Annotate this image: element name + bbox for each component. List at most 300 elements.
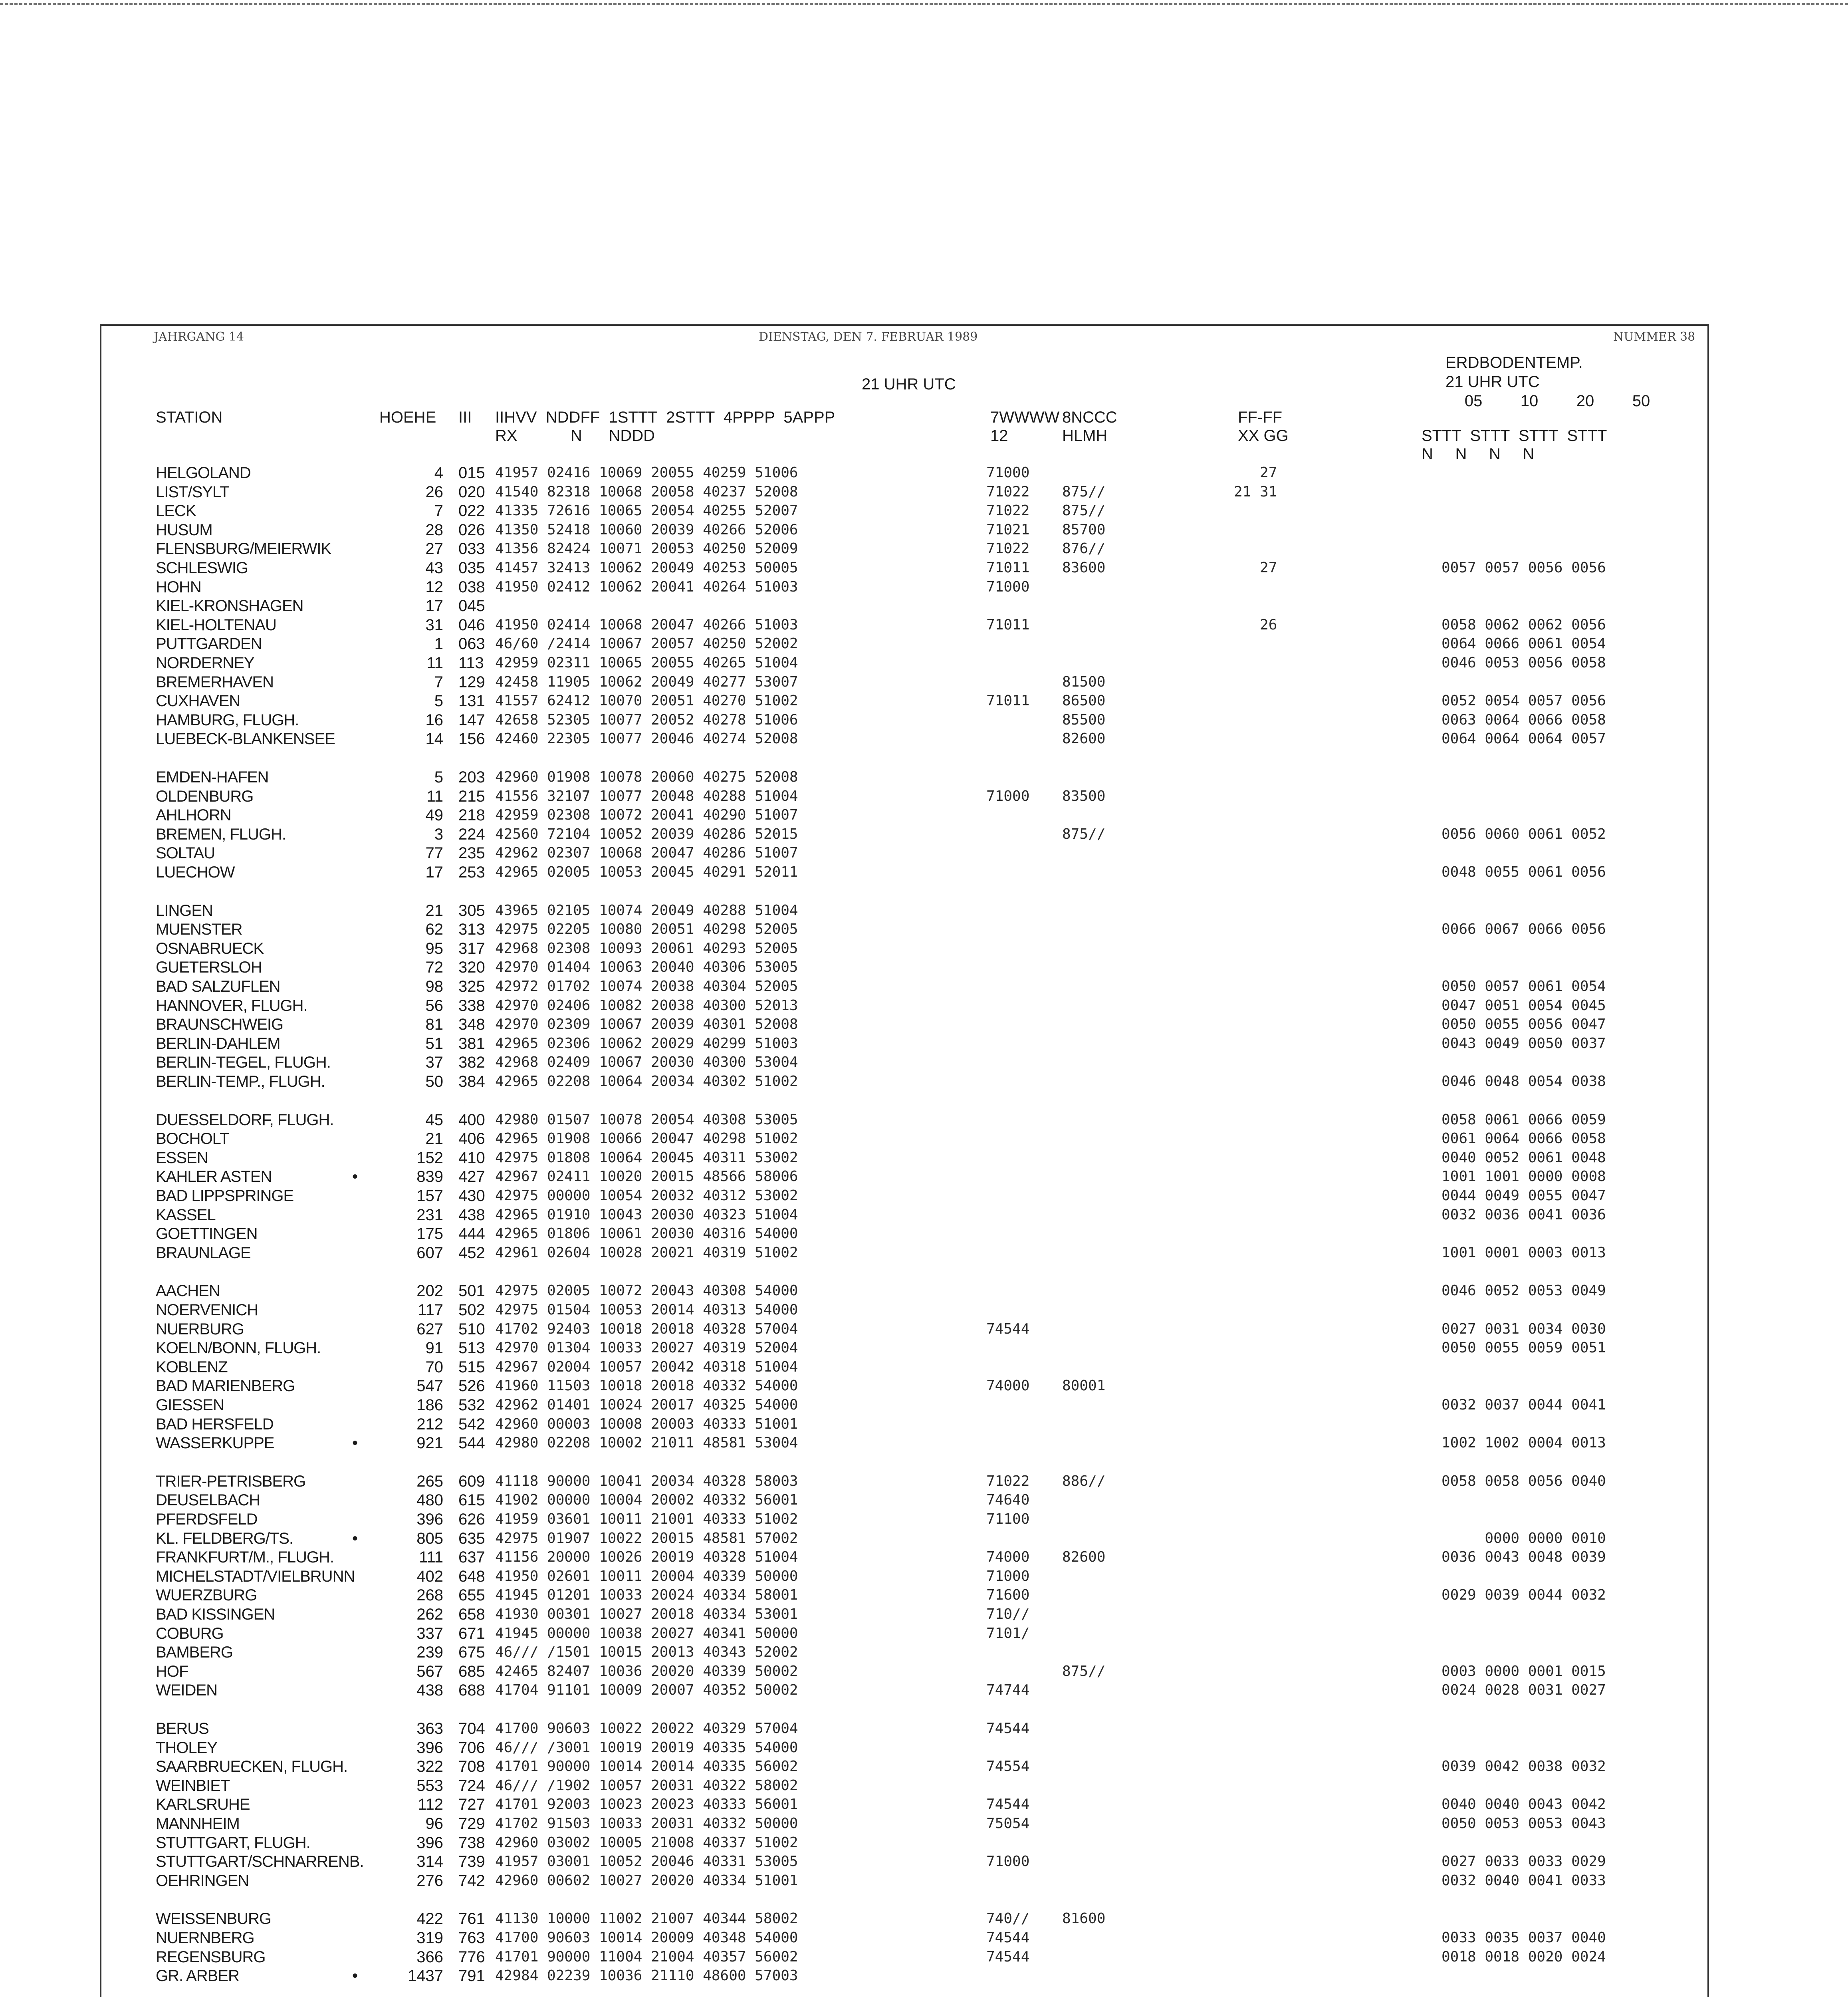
synop-codes: 42967 02004 10057 20042 40318 51004 (495, 1359, 798, 1375)
station-height: 547 (416, 1377, 443, 1395)
station-name: KIEL-HOLTENAU (156, 616, 276, 634)
station-index: 348 (458, 1016, 485, 1033)
station-height: 31 (425, 616, 443, 634)
table-row (0, 501, 1848, 520)
cloud-group-8: 85700 (1062, 522, 1106, 538)
soil-temperatures: 0046 0053 0056 0058 (1442, 655, 1606, 671)
station-index: 648 (458, 1568, 485, 1585)
station-index: 708 (458, 1758, 485, 1775)
col-8nccc-line1: 8NCCC (1062, 409, 1117, 426)
issue-number: NUMMER 38 (1613, 330, 1695, 344)
station-height: 11 (426, 654, 443, 672)
station-height: 212 (416, 1415, 443, 1433)
station-index: 704 (458, 1720, 485, 1737)
soil-temperatures: 0024 0028 0031 0027 (1442, 1682, 1606, 1698)
soil-temperatures: 0061 0064 0066 0058 (1442, 1130, 1606, 1147)
synop-codes: 42959 02311 10065 20055 40265 51004 (495, 655, 798, 671)
cloud-group-8: 81600 (1062, 1910, 1106, 1927)
station-height: 112 (418, 1796, 443, 1813)
synop-codes: 41960 11503 10018 20018 40332 54000 (495, 1378, 798, 1394)
station-height: 319 (416, 1929, 443, 1947)
table-row (0, 539, 1848, 558)
station-height: 276 (416, 1872, 443, 1890)
table-row (0, 1909, 1848, 1928)
station-index: 635 (458, 1530, 485, 1547)
station-name: LECK (156, 502, 196, 520)
station-name: BAD HERSFELD (156, 1415, 274, 1433)
weather-group-7: 74640 (986, 1492, 1030, 1508)
col-codes-line2: RX N NDDD (495, 427, 655, 445)
station-index: 046 (458, 616, 485, 634)
station-height: 11 (426, 788, 443, 805)
table-row (0, 768, 1848, 787)
weather-group-7: 71022 (986, 540, 1030, 557)
station-height: 91 (425, 1339, 443, 1357)
soil-temperatures: 1001 0001 0003 0013 (1442, 1245, 1606, 1261)
station-height: 396 (416, 1834, 443, 1852)
soil-temp-title: ERDBODENTEMP. (1445, 354, 1583, 371)
table-row (0, 1586, 1848, 1605)
table-row (0, 578, 1848, 597)
soil-temperatures: 0027 0031 0034 0030 (1442, 1321, 1606, 1337)
station-name: KIEL-KRONSHAGEN (156, 597, 303, 615)
station-height: 50 (425, 1073, 443, 1090)
station-index: 544 (458, 1434, 485, 1452)
station-index: 406 (458, 1130, 485, 1147)
cloud-group-8: 85500 (1062, 712, 1106, 728)
station-index: 615 (458, 1491, 485, 1509)
station-height: 72 (425, 959, 443, 976)
station-name: WEINBIET (156, 1777, 230, 1795)
station-height: 314 (416, 1853, 443, 1870)
station-height: 921 (416, 1434, 443, 1452)
table-row (0, 1548, 1848, 1567)
table-row (0, 1300, 1848, 1320)
table-row (0, 1376, 1848, 1396)
station-name: MICHELSTADT/VIELBRUNN (156, 1568, 355, 1585)
synop-codes: 41701 90000 11004 21004 40357 56002 (495, 1949, 798, 1965)
station-height: 202 (416, 1282, 443, 1300)
station-index: 502 (458, 1301, 485, 1319)
weather-group-7: 71000 (986, 788, 1030, 804)
synop-codes: 42658 52305 10077 20052 40278 51006 (495, 712, 798, 728)
station-index: 313 (458, 921, 485, 938)
table-row (0, 615, 1848, 635)
station-height: 567 (416, 1663, 443, 1680)
station-name: GOETTINGEN (156, 1225, 258, 1243)
synop-codes: 46/// /1501 10015 20013 40343 52002 (495, 1644, 798, 1660)
station-index: 253 (458, 864, 485, 881)
station-index: 325 (458, 978, 485, 995)
table-row (0, 1129, 1848, 1148)
station-height: 366 (416, 1948, 443, 1966)
col-ff-line1: FF-FF (1238, 409, 1283, 426)
soil-temperatures: 0058 0062 0062 0056 (1442, 617, 1606, 633)
table-row (0, 558, 1848, 578)
soil-temperatures: 0044 0049 0055 0047 (1442, 1187, 1606, 1204)
synop-codes: 41557 62412 10070 20051 40270 51002 (495, 693, 798, 709)
weather-group-7: 71100 (986, 1511, 1030, 1527)
synop-codes: 42965 02208 10064 20034 40302 51002 (495, 1073, 798, 1090)
table-row (0, 1662, 1848, 1681)
synop-codes: 41950 02412 10062 20041 40264 51003 (495, 579, 798, 595)
synop-codes: 42458 11905 10062 20049 40277 53007 (495, 674, 798, 690)
station-height: 396 (416, 1511, 443, 1528)
station-height: 231 (416, 1206, 443, 1224)
station-name: BAMBERG (156, 1644, 233, 1661)
table-row (0, 1415, 1848, 1434)
station-name: HUSUM (156, 521, 212, 539)
station-height: 77 (425, 844, 443, 862)
table-row (0, 1624, 1848, 1643)
table-row (0, 463, 1848, 482)
synop-codes: 41701 92003 10023 20023 40333 56001 (495, 1796, 798, 1812)
table-row (0, 939, 1848, 958)
station-height: 422 (416, 1910, 443, 1928)
station-index: 706 (458, 1739, 485, 1757)
station-name: WEISSENBURG (156, 1910, 272, 1928)
col-station: STATION (156, 409, 223, 426)
station-name: BAD MARIENBERG (156, 1377, 295, 1395)
station-name: LUEBECK-BLANKENSEE (156, 730, 335, 748)
station-height: 96 (425, 1815, 443, 1832)
table-row (0, 1510, 1848, 1529)
synop-codes: 42465 82407 10036 20020 40339 50002 (495, 1663, 798, 1679)
station-name: WUERZBURG (156, 1586, 257, 1604)
station-height: 51 (425, 1035, 443, 1052)
station-name: ESSEN (156, 1149, 208, 1167)
table-row (0, 1320, 1848, 1339)
table-row (0, 996, 1848, 1015)
table-row (0, 825, 1848, 844)
table-row (0, 711, 1848, 730)
station-name: COBURG (156, 1625, 224, 1642)
station-index: 224 (458, 826, 485, 843)
station-name: BAD SALZUFLEN (156, 978, 280, 995)
synop-codes: 41700 90603 10022 20022 40329 57004 (495, 1720, 798, 1737)
station-index: 738 (458, 1834, 485, 1852)
weather-group-7: 71000 (986, 579, 1030, 595)
table-row (0, 1681, 1848, 1700)
synop-codes: 42965 02005 10053 20045 40291 52011 (495, 864, 798, 880)
col-ff-line2: XX GG (1238, 427, 1289, 445)
cloud-group-8: 82600 (1062, 731, 1106, 747)
weather-group-7: 71011 (986, 560, 1030, 576)
station-height: 62 (425, 921, 443, 938)
synop-codes: 42959 02308 10072 20041 40290 51007 (495, 807, 798, 823)
station-index: 410 (458, 1149, 485, 1167)
station-name: DEUSELBACH (156, 1491, 260, 1509)
station-height: 43 (425, 559, 443, 577)
col-iii: III (458, 409, 472, 426)
station-name: HELGOLAND (156, 464, 251, 482)
station-name: CUXHAVEN (156, 692, 240, 710)
cloud-group-8: 875// (1062, 826, 1106, 842)
synop-codes: 42965 01806 10061 20030 40316 54000 (495, 1225, 798, 1242)
station-index: 045 (458, 597, 485, 615)
volume-label: JAHRGANG 14 (154, 330, 244, 344)
wind-gust: 26 (1234, 617, 1277, 633)
soil-temperatures: 0052 0054 0057 0056 (1442, 693, 1606, 709)
table-row (0, 1015, 1848, 1034)
station-height: 5 (434, 692, 443, 710)
synop-codes: 42960 01908 10078 20060 40275 52008 (495, 769, 798, 785)
station-index: 131 (458, 692, 485, 710)
station-name: FRANKFURT/M., FLUGH. (156, 1548, 334, 1566)
station-index: 671 (458, 1625, 485, 1642)
mountain-station-marker: • (352, 1168, 358, 1185)
station-index: 156 (458, 730, 485, 748)
soil-temperatures: 0064 0066 0061 0054 (1442, 635, 1606, 652)
station-name: AACHEN (156, 1282, 220, 1300)
table-row (0, 1757, 1848, 1776)
soil-temperatures: 0064 0064 0064 0057 (1442, 731, 1606, 747)
station-height: 805 (416, 1530, 443, 1547)
station-name: EMDEN-HAFEN (156, 768, 269, 786)
table-row (0, 901, 1848, 920)
table-row (0, 1472, 1848, 1491)
station-height: 81 (425, 1016, 443, 1033)
station-index: 761 (458, 1910, 485, 1928)
weather-group-7: 74544 (986, 1321, 1030, 1337)
station-height: 5 (434, 768, 443, 786)
synop-codes: 41945 01201 10033 20024 40334 58001 (495, 1587, 798, 1603)
synop-codes: 41700 90603 10014 20009 40348 54000 (495, 1930, 798, 1946)
table-row (0, 596, 1848, 615)
weather-group-7: 74544 (986, 1796, 1030, 1812)
station-index: 022 (458, 502, 485, 520)
station-name: HAMBURG, FLUGH. (156, 711, 299, 729)
station-height: 16 (425, 711, 443, 729)
soil-temperatures: 0058 0061 0066 0059 (1442, 1112, 1606, 1128)
station-index: 791 (458, 1967, 485, 1985)
station-name: BERLIN-DAHLEM (156, 1035, 280, 1052)
synop-codes: 46/// /3001 10019 20019 40335 54000 (495, 1739, 798, 1756)
station-height: 56 (425, 997, 443, 1014)
station-index: 501 (458, 1282, 485, 1300)
station-index: 235 (458, 844, 485, 862)
synop-codes: 41902 00000 10004 20002 40332 56001 (495, 1492, 798, 1508)
table-row (0, 1053, 1848, 1072)
station-index: 400 (458, 1111, 485, 1129)
synop-codes: 42980 02208 10002 21011 48581 53004 (495, 1435, 798, 1451)
soil-temperatures: 1002 1002 0004 0013 (1442, 1435, 1606, 1451)
station-index: 305 (458, 902, 485, 919)
wind-gust: 27 (1234, 465, 1277, 481)
station-height: 70 (425, 1358, 443, 1376)
station-name: MUENSTER (156, 921, 242, 938)
weather-group-7: 74000 (986, 1549, 1030, 1565)
col-codes (495, 408, 835, 445)
station-name: BAD KISSINGEN (156, 1606, 275, 1623)
station-index: 637 (458, 1548, 485, 1566)
synop-codes: 42975 02205 10080 20051 40298 52005 (495, 921, 798, 937)
station-height: 480 (416, 1491, 443, 1509)
station-name: NUERBURG (156, 1320, 244, 1338)
cloud-group-8: 875// (1062, 502, 1106, 519)
station-index: 427 (458, 1168, 485, 1185)
table-row (0, 1034, 1848, 1053)
cloud-group-8: 86500 (1062, 693, 1106, 709)
station-height: 111 (419, 1548, 443, 1566)
station-index: 729 (458, 1815, 485, 1832)
table-row (0, 1110, 1848, 1130)
station-height: 265 (416, 1473, 443, 1490)
weather-group-7: 7101/ (986, 1625, 1030, 1642)
station-name: OLDENBURG (156, 788, 254, 805)
soil-temperatures: 0056 0060 0061 0052 (1442, 826, 1606, 842)
soil-temperatures: 0048 0055 0061 0056 (1442, 864, 1606, 880)
station-name: BERUS (156, 1720, 209, 1737)
station-name: KAHLER ASTEN (156, 1168, 272, 1185)
table-row (0, 977, 1848, 996)
synop-codes: 42975 00000 10054 20032 40312 53002 (495, 1187, 798, 1204)
synop-codes: 42965 01910 10043 20030 40323 51004 (495, 1207, 798, 1223)
synop-codes: 42960 00003 10008 20003 40333 51001 (495, 1416, 798, 1432)
synop-codes: 42967 02411 10020 20015 48566 58006 (495, 1168, 798, 1185)
station-name: BREMEN, FLUGH. (156, 826, 286, 843)
wind-gust: 27 (1234, 560, 1277, 576)
soil-temperatures: 0029 0039 0044 0032 (1442, 1587, 1606, 1603)
table-row (0, 653, 1848, 673)
station-name: AHLHORN (156, 806, 231, 824)
soil-temperatures: 1001 1001 0000 0008 (1442, 1168, 1606, 1185)
station-index: 763 (458, 1929, 485, 1947)
table-row (0, 1738, 1848, 1757)
station-index: 384 (458, 1073, 485, 1090)
synop-codes: 42975 01504 10053 20014 40313 54000 (495, 1302, 798, 1318)
synop-codes: 42970 01304 10033 20027 40319 52004 (495, 1340, 798, 1356)
synop-codes: 41350 52418 10060 20039 40266 52006 (495, 522, 798, 538)
wind-gust: 21 31 (1234, 484, 1277, 500)
mountain-station-marker: • (352, 1530, 358, 1547)
synop-codes: 41957 02416 10069 20055 40259 51006 (495, 465, 798, 481)
station-height: 438 (416, 1681, 443, 1699)
station-height: 322 (416, 1758, 443, 1775)
cloud-group-8: 886// (1062, 1473, 1106, 1489)
synop-codes: 42970 01404 10063 20040 40306 53005 (495, 959, 798, 975)
station-height: 7 (434, 502, 443, 520)
station-index: 147 (458, 711, 485, 729)
synop-codes: 41957 03001 10052 20046 40331 53005 (495, 1853, 798, 1870)
soil-depths (1445, 391, 1701, 411)
station-index: 727 (458, 1796, 485, 1813)
soil-temperatures: 0050 0055 0056 0047 (1442, 1016, 1606, 1032)
station-index: 218 (458, 806, 485, 824)
station-height: 14 (425, 730, 443, 748)
station-height: 117 (418, 1301, 443, 1319)
station-name: BREMERHAVEN (156, 673, 274, 691)
table-row (0, 1947, 1848, 1967)
col-soil-line2: N N N N (1422, 445, 1535, 463)
cloud-group-8: 81500 (1062, 674, 1106, 690)
table-row (0, 482, 1848, 502)
station-name: KL. FELDBERG/TS. (156, 1530, 293, 1547)
mountain-station-marker: • (352, 1967, 358, 1985)
station-name: PFERDSFELD (156, 1511, 258, 1528)
station-index: 513 (458, 1339, 485, 1357)
synop-codes: 41959 03601 10011 21001 40333 51002 (495, 1511, 798, 1527)
table-row (0, 1205, 1848, 1225)
table-row (0, 1605, 1848, 1624)
synop-codes: 42975 01808 10064 20045 40311 53002 (495, 1149, 798, 1166)
synop-codes: 41118 90000 10041 20034 40328 58003 (495, 1473, 798, 1489)
soil-temperatures: 0043 0049 0050 0037 (1442, 1035, 1606, 1052)
station-name: KASSEL (156, 1206, 216, 1224)
weather-group-7: 71022 (986, 1473, 1030, 1489)
station-index: 526 (458, 1377, 485, 1395)
weather-group-7: 71011 (986, 617, 1030, 633)
cloud-group-8: 875// (1062, 1663, 1106, 1679)
table-row (0, 1167, 1848, 1186)
synop-codes: 42962 02307 10068 20047 40286 51007 (495, 845, 798, 861)
station-index: 382 (458, 1054, 485, 1071)
station-name: TRIER-PETRISBERG (156, 1473, 306, 1490)
table-row (0, 691, 1848, 711)
station-name: PUTTGARDEN (156, 635, 262, 653)
synop-codes: 42965 02306 10062 20029 40299 51003 (495, 1035, 798, 1052)
soil-temperatures: 0027 0033 0033 0029 (1442, 1853, 1606, 1870)
station-name: BOCHOLT (156, 1130, 229, 1147)
station-index: 724 (458, 1777, 485, 1795)
station-name: SOLTAU (156, 844, 215, 862)
table-row (0, 1396, 1848, 1415)
station-height: 152 (416, 1149, 443, 1167)
soil-temperatures: 0058 0058 0056 0040 (1442, 1473, 1606, 1489)
station-index: 655 (458, 1586, 485, 1604)
station-index: 658 (458, 1606, 485, 1623)
table-row (0, 1148, 1848, 1167)
station-height: 17 (425, 864, 443, 881)
station-height: 95 (425, 940, 443, 957)
col-hoehe: HOEHE (379, 409, 436, 426)
soil-temperatures: 0018 0018 0020 0024 (1442, 1949, 1606, 1965)
station-name: NOERVENICH (156, 1301, 258, 1319)
synop-codes: 41950 02601 10011 20004 40339 50000 (495, 1568, 798, 1584)
station-index: 685 (458, 1663, 485, 1680)
station-height: 627 (416, 1320, 443, 1338)
station-index: 020 (458, 483, 485, 501)
synop-codes: 41704 91101 10009 20007 40352 50002 (495, 1682, 798, 1698)
station-name: FLENSBURG/MEIERWIK (156, 540, 331, 558)
synop-codes: 42960 03002 10005 21008 40337 51002 (495, 1834, 798, 1851)
station-height: 839 (416, 1168, 443, 1185)
cloud-group-8: 80001 (1062, 1378, 1106, 1394)
weather-group-7: 75054 (986, 1815, 1030, 1832)
table-row (0, 1243, 1848, 1263)
date-label: DIENSTAG, DEN 7. FEBRUAR 1989 (759, 330, 978, 344)
mountain-station-marker: • (352, 1434, 358, 1452)
synop-codes: 42980 01507 10078 20054 40308 53005 (495, 1112, 798, 1128)
station-height: 4 (434, 464, 443, 482)
station-index: 035 (458, 559, 485, 577)
synop-codes: 41702 91503 10033 20031 40332 50000 (495, 1815, 798, 1832)
table-row (0, 1433, 1848, 1453)
station-name: OEHRINGEN (156, 1872, 249, 1890)
station-height: 157 (416, 1187, 443, 1205)
station-index: 317 (458, 940, 485, 957)
synop-codes: 46/60 /2414 10067 20057 40250 52002 (495, 635, 798, 652)
depth-05: 05 (1464, 392, 1483, 410)
station-index: 129 (458, 673, 485, 691)
soil-temperatures: 0046 0052 0053 0049 (1442, 1282, 1606, 1299)
synop-codes: 42968 02308 10093 20061 40293 52005 (495, 940, 798, 957)
synop-codes: 41945 00000 10038 20027 40341 50000 (495, 1625, 798, 1642)
station-index: 510 (458, 1320, 485, 1338)
synop-codes: 42961 02604 10028 20021 40319 51002 (495, 1245, 798, 1261)
station-height: 49 (425, 806, 443, 824)
weather-group-7: 71011 (986, 693, 1030, 709)
